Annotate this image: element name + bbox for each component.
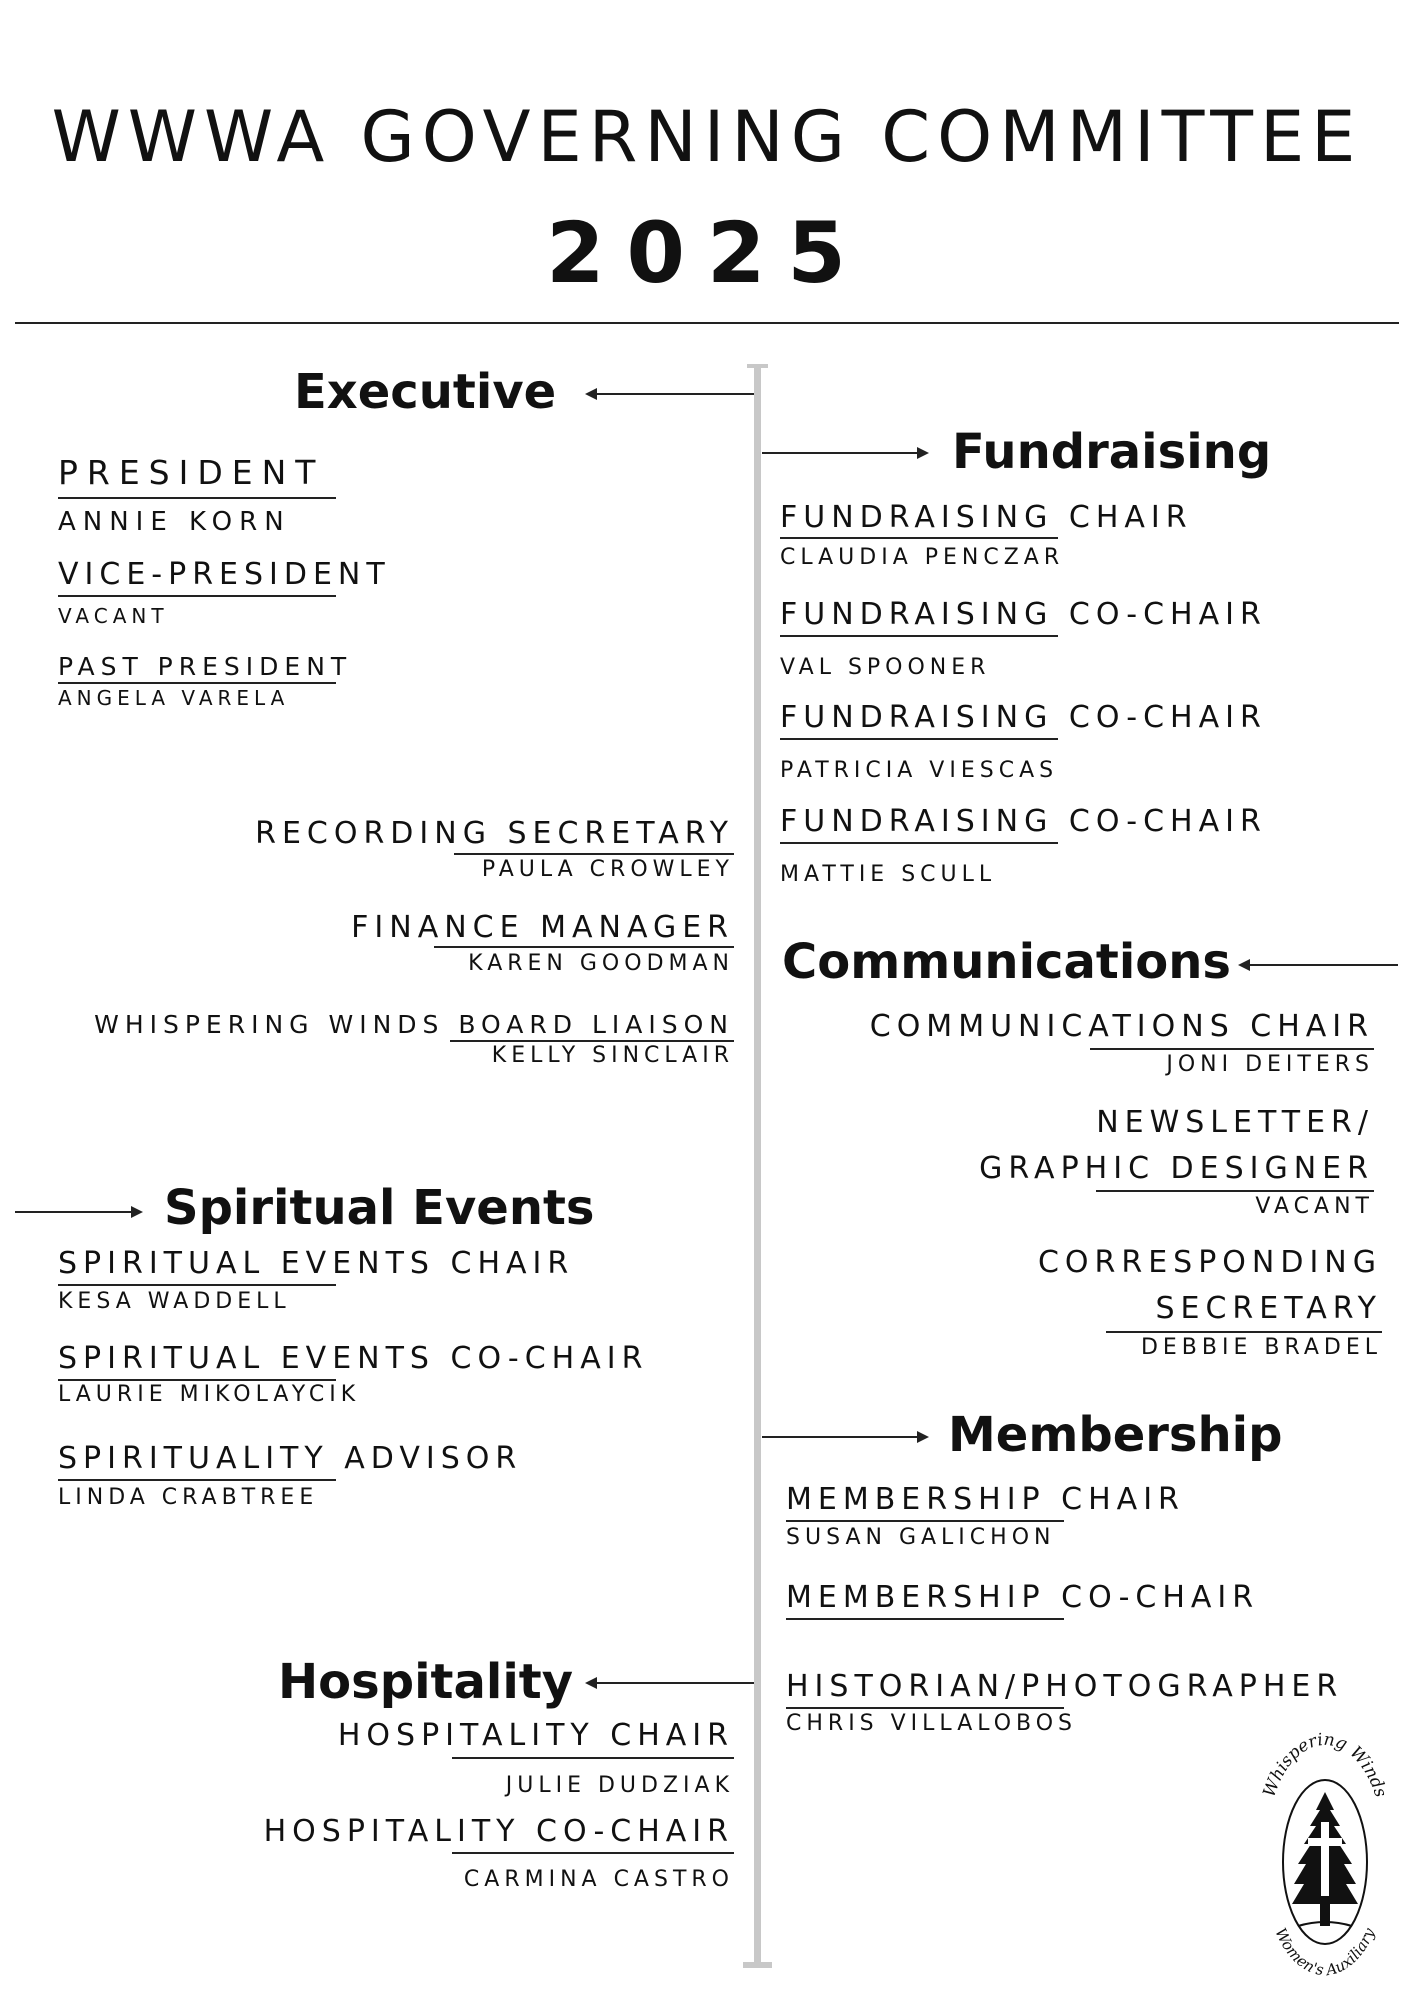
role-spiritual-chair: SPIRITUAL EVENTS CHAIR — [58, 1246, 575, 1281]
arrow-right-icon — [917, 447, 929, 459]
arrow-right-icon — [131, 1206, 143, 1218]
name-spiritual-chair: KESA WADDELL — [58, 1289, 291, 1314]
role-president: PRESIDENT — [58, 453, 325, 492]
name-fundraising-cochair-2: PATRICIA VIESCAS — [780, 758, 1059, 783]
hospitality-connector-arrow — [587, 1682, 754, 1684]
role-fundraising-cochair-2: FUNDRAISING CO-CHAIR — [780, 700, 1267, 735]
role-underline — [786, 1520, 1064, 1522]
name-membership-chair: SUSAN GALICHON — [786, 1525, 1056, 1550]
name-past-president: ANGELA VARELA — [58, 686, 290, 710]
role-historian-photographer: HISTORIAN/PHOTOGRAPHER — [786, 1669, 1344, 1704]
role-underline — [58, 1479, 336, 1481]
role-fundraising-chair: FUNDRAISING CHAIR — [780, 500, 1193, 535]
name-communications-chair: JONI DEITERS — [1166, 1052, 1374, 1077]
role-recording-secretary: RECORDING SECRETARY — [255, 816, 734, 851]
pine-tree-cross-icon — [1250, 1720, 1400, 1990]
section-heading-executive: Executive — [294, 364, 557, 420]
name-corresponding-secretary: DEBBIE BRADEL — [1140, 1335, 1382, 1360]
arrow-left-icon — [585, 388, 597, 400]
logo-text-bottom: Women's Auxiliary — [1271, 1925, 1379, 1980]
page-year: 2025 — [546, 204, 868, 302]
role-newsletter-line1: NEWSLETTER/ — [1096, 1105, 1374, 1140]
role-underline — [1106, 1331, 1382, 1333]
role-membership-chair: MEMBERSHIP CHAIR — [786, 1482, 1185, 1517]
name-fundraising-cochair-3: MATTIE SCULL — [780, 862, 997, 887]
arrow-left-icon — [585, 1677, 597, 1689]
membership-connector-arrow — [762, 1436, 927, 1438]
spine-top-cap — [747, 364, 768, 368]
name-fundraising-chair: CLAUDIA PENCZAR — [780, 545, 1065, 570]
role-past-president: PAST PRESIDENT — [58, 652, 353, 681]
communications-connector-arrow — [1240, 964, 1398, 966]
role-underline — [780, 738, 1058, 740]
role-underline — [780, 635, 1058, 637]
role-spirituality-advisor: SPIRITUALITY ADVISOR — [58, 1441, 523, 1476]
center-timeline-spine — [754, 364, 761, 1968]
role-corresponding-line2: SECRETARY — [1155, 1291, 1382, 1326]
section-heading-membership: Membership — [948, 1407, 1283, 1463]
role-underline — [452, 1852, 734, 1854]
executive-connector-arrow — [587, 393, 754, 395]
arrow-left-icon — [1238, 959, 1250, 971]
role-spiritual-cochair: SPIRITUAL EVENTS CO-CHAIR — [58, 1341, 649, 1376]
name-recording-secretary: PAULA CROWLEY — [481, 857, 734, 882]
role-vice-president: VICE-PRESIDENT — [58, 557, 391, 592]
name-finance-manager: KAREN GOODMAN — [468, 951, 734, 976]
role-fundraising-cochair-1: FUNDRAISING CO-CHAIR — [780, 597, 1267, 632]
logo-text-top: Whispering Winds — [1259, 1729, 1391, 1800]
name-board-liaison: KELLY SINCLAIR — [491, 1043, 734, 1068]
role-underline — [58, 497, 336, 499]
role-underline — [434, 946, 734, 948]
page-title: WWWA GOVERNING COMMITTEE — [51, 96, 1363, 178]
spine-bottom-cap — [743, 1962, 772, 1968]
role-hospitality-cochair: HOSPITALITY CO-CHAIR — [263, 1814, 734, 1849]
role-underline — [1090, 1048, 1374, 1050]
name-newsletter: VACANT — [1255, 1194, 1374, 1219]
section-heading-communications: Communications — [782, 934, 1231, 990]
name-hospitality-chair: JULIE DUDZIAK — [505, 1773, 734, 1798]
section-heading-fundraising: Fundraising — [952, 424, 1272, 480]
role-board-liaison: WHISPERING WINDS BOARD LIAISON — [94, 1010, 734, 1039]
name-fundraising-cochair-1: VAL SPOONER — [780, 655, 991, 680]
role-underline — [1096, 1190, 1374, 1192]
role-newsletter-line2: GRAPHIC DESIGNER — [979, 1151, 1374, 1186]
role-membership-cochair: MEMBERSHIP CO-CHAIR — [786, 1580, 1260, 1615]
role-communications-chair: COMMUNICATIONS CHAIR — [869, 1009, 1374, 1044]
name-spiritual-cochair: LAURIE MIKOLAYCIK — [58, 1382, 361, 1407]
role-underline — [786, 1707, 1064, 1709]
name-vice-president: VACANT — [58, 604, 169, 628]
name-president: ANNIE KORN — [58, 507, 291, 537]
role-underline — [58, 1284, 336, 1286]
name-spirituality-advisor: LINDA CRABTREE — [58, 1485, 319, 1510]
spiritual-connector-arrow — [15, 1211, 141, 1213]
role-underline — [780, 537, 1058, 539]
role-underline — [454, 853, 734, 855]
role-underline — [780, 842, 1058, 844]
header-divider — [15, 322, 1399, 324]
arrow-right-icon — [917, 1431, 929, 1443]
role-underline — [58, 595, 336, 597]
role-finance-manager: FINANCE MANAGER — [351, 910, 734, 945]
role-hospitality-chair: HOSPITALITY CHAIR — [337, 1718, 734, 1753]
name-historian-photographer: CHRIS VILLALOBOS — [786, 1711, 1078, 1736]
fundraising-connector-arrow — [762, 452, 927, 454]
role-underline — [452, 1757, 734, 1759]
role-underline — [786, 1618, 1064, 1620]
whispering-winds-logo — [1250, 1720, 1400, 1990]
section-heading-hospitality: Hospitality — [278, 1654, 574, 1710]
role-fundraising-cochair-3: FUNDRAISING CO-CHAIR — [780, 804, 1267, 839]
role-corresponding-line1: CORRESPONDING — [1037, 1245, 1382, 1280]
name-hospitality-cochair: CARMINA CASTRO — [463, 1867, 734, 1892]
section-heading-spiritual-events: Spiritual Events — [164, 1180, 595, 1236]
